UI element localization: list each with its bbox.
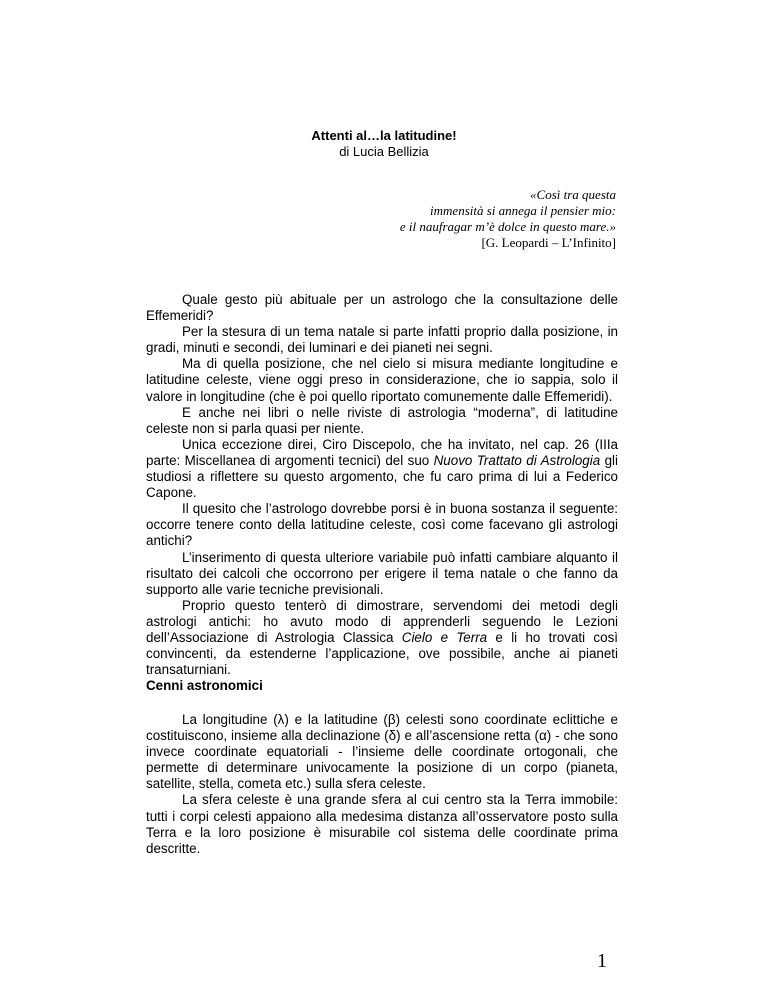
- paragraph-text: e li ho trovati così convincenti, da estenderne l’applicazione, ove possibile, anche ai pianeti transaturniani.: [146, 629, 618, 678]
- document-title: Attenti al…la latitudine!: [311, 128, 457, 143]
- paragraph: Per la stesura di un tema natale si parte infatti proprio dalla posizione, in gradi, minuti e secondi, dei luminari e dei pianeti nei segni.: [146, 324, 618, 356]
- page-number: 1: [597, 950, 607, 972]
- epigraph: [256, 187, 616, 251]
- intro-text: [146, 292, 618, 678]
- section-heading: Cenni astronomici: [146, 678, 263, 693]
- paragraph: [146, 598, 618, 678]
- title-block: [0, 128, 768, 160]
- section-text: [146, 712, 618, 857]
- author-byline: di Lucia Bellizia: [339, 144, 429, 159]
- paragraph: La longitudine (λ) e la latitudine (β) celesti sono coordinate eclittiche e costituiscono, insieme alla declinazione (δ) e all’ascensione retta (α) - che sono invece coordinate equatoriali - l’insieme delle coordinate ortogonali, che permette di determinare univocamente la posizione di un corpo (pianeta, satellite, stella, cometa etc.) sulla sfera celeste.: [146, 712, 618, 792]
- paragraph-text: Unica eccezione direi, Ciro Discepolo, che ha invitato, nel cap. 26 (IIIa parte: Miscellanea di argomenti tecnici) del suo: [146, 436, 618, 468]
- paragraph: Il quesito che l’astrologo dovrebbe porsi è in buona sostanza il seguente: occorre tenere conto della latitudine celeste, così come facevano gli astrologi antichi?: [146, 501, 618, 549]
- paragraph-text: Proprio questo tenterò di dimostrare, servendomi dei metodi degli astrologi antichi: ho avuto modo di apprenderli seguendo le Lezioni dell’Associazione di Astrologia Classica: [146, 597, 618, 645]
- epigraph-source: [G. Leopardi – L’Infinito]: [481, 235, 616, 250]
- paragraph: E anche nei libri o nelle riviste di astrologia “moderna”, di latitudine celeste non si parla quasi per niente.: [146, 404, 618, 436]
- paragraph: Ma di quella posizione, che nel cielo si misura mediante longitudine e latitudine celeste, viene oggi preso in considerazione, che io sappia, solo il valore in longitudine (che è poi quello riportato comunemente dalle Effemeridi).: [146, 356, 618, 404]
- book-title: Nuovo Trattato di Astrologia: [433, 452, 601, 468]
- paragraph: Quale gesto più abituale per un astrologo che la consultazione delle Effemeridi?: [146, 292, 618, 324]
- epigraph-line: «Così tra questa: [530, 187, 616, 202]
- paragraph: L’inserimento di questa ulteriore variabile può infatti cambiare alquanto il risultato dei calcoli che occorrono per erigere il tema natale o che fanno da supporto alle varie tecniche previsionali.: [146, 549, 618, 597]
- paragraph: [146, 437, 618, 501]
- paragraph: La sfera celeste è una grande sfera al cui centro sta la Terra immobile: tutti i corpi celesti appaiono alla medesima distanza all’osservatore posto sulla Terra e la loro posizione è misurabile col sistema delle coordinate prima descritte.: [146, 792, 618, 856]
- paragraph-text: gli studiosi a riflettere su questo argomento, che fu caro prima di lui a Federico Capone.: [146, 452, 618, 501]
- association-name: Cielo e Terra: [401, 629, 488, 645]
- epigraph-line: e il naufragar m’è dolce in questo mare.»: [399, 219, 616, 234]
- epigraph-line: immensità si annega il pensier mio:: [430, 203, 616, 218]
